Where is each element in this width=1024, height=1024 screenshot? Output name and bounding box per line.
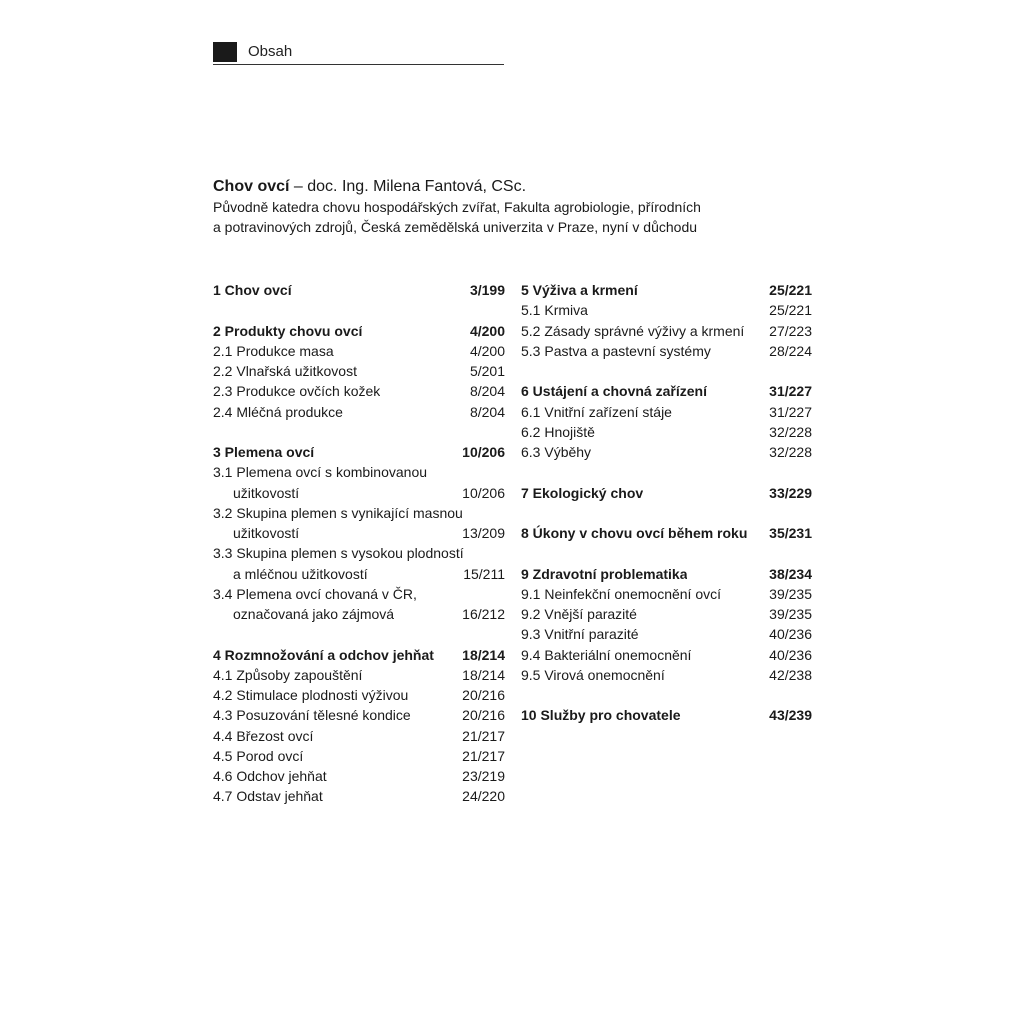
toc-entry-title: 6.2 Hnojiště <box>521 423 595 440</box>
toc-entry-title: 6.3 Výběhy <box>521 444 592 460</box>
toc-section-entry <box>213 564 505 584</box>
toc-entry-page: 24/220 <box>462 788 505 805</box>
toc-entry-title: 9.5 Virová onemocnění <box>521 666 665 683</box>
toc-entry-title: 4.5 Porod ovcí <box>213 747 304 764</box>
toc-entry-title: 9.3 Vnitřní parazité <box>521 626 639 643</box>
toc-chapter-entry <box>213 280 505 300</box>
toc-chapter-entry <box>521 483 812 503</box>
toc-entry-page: 15/211 <box>463 565 505 582</box>
toc-entry-page: 40/236 <box>769 626 812 643</box>
toc-section-entry <box>213 462 505 482</box>
toc-section-entry <box>213 665 505 685</box>
toc-entry-title: označovaná jako zájmová <box>233 606 395 622</box>
toc-entry-title: 9.4 Bakteriální onemocnění <box>521 646 692 663</box>
toc-right-column <box>521 280 812 726</box>
toc-entry-page: 40/236 <box>769 646 812 663</box>
toc-entry-page: 16/212 <box>462 606 505 622</box>
toc-entry-title: 2.4 Mléčná produkce <box>213 403 343 420</box>
toc-entry-title: 5.1 Krmiva <box>521 302 588 319</box>
toc-entry-page: 42/238 <box>769 666 812 683</box>
toc-entry-page: 32/228 <box>769 444 812 460</box>
toc-section-entry <box>213 402 505 422</box>
toc-entry-page: 20/216 <box>462 687 505 703</box>
toc-section-entry <box>213 503 505 523</box>
toc-section-entry <box>213 705 505 725</box>
toc-chapter-entry <box>521 523 812 543</box>
toc-section-entry <box>213 726 505 746</box>
toc-chapter-entry <box>213 645 505 665</box>
toc-entry-title: 10 Služby pro chovatele <box>521 707 681 724</box>
toc-section-entry <box>521 665 812 685</box>
toc-entry-title: 9.2 Vnější parazité <box>521 606 637 622</box>
toc-entry-page: 10/206 <box>462 484 505 501</box>
toc-section-entry <box>213 746 505 766</box>
toc-entry-page: 25/221 <box>769 282 812 298</box>
toc-entry-page: 31/227 <box>769 403 812 420</box>
toc-section-entry <box>521 584 812 604</box>
chapter-title-bold: Chov ovcí <box>213 178 290 195</box>
toc-entry-page: 43/239 <box>769 707 812 724</box>
toc-entry-page: 27/223 <box>769 322 812 339</box>
toc-entry-title: 1 Chov ovcí <box>213 282 292 298</box>
toc-left-column <box>213 280 505 807</box>
toc-entry-title: 6.1 Vnitřní zařízení stáje <box>521 403 672 420</box>
toc-entry-title: 7 Ekologický chov <box>521 484 644 501</box>
toc-section-entry <box>213 361 505 381</box>
toc-entry-page: 18/214 <box>462 646 505 663</box>
toc-entry-title: 2 Produkty chovu ovcí <box>213 322 363 339</box>
toc-entry-title: 3 Plemena ovcí <box>213 444 315 460</box>
toc-section-entry <box>521 422 812 442</box>
toc-entry-title: 4.6 Odchov jehňat <box>213 768 327 784</box>
toc-entry-page: 28/224 <box>769 342 812 359</box>
toc-entry-title: 2.1 Produkce masa <box>213 342 334 359</box>
toc-entry-page: 32/228 <box>769 423 812 440</box>
toc-entry-title: 4.3 Posuzování tělesné kondice <box>213 707 411 724</box>
toc-entry-title: 4.4 Březost ovcí <box>213 727 314 744</box>
toc-section-entry <box>213 543 505 563</box>
toc-entry-page: 33/229 <box>769 484 812 501</box>
toc-chapter-entry <box>521 705 812 725</box>
toc-entry-page: 5/201 <box>469 363 505 379</box>
toc-section-entry <box>213 381 505 401</box>
toc-section-entry <box>213 604 505 624</box>
toc-section-entry <box>521 341 812 361</box>
toc-section-entry <box>213 523 505 543</box>
toc-entry-page: 25/221 <box>769 302 812 319</box>
toc-entry-title: 3.4 Plemena ovcí chovaná v ČR, <box>213 585 417 602</box>
toc-chapter-entry <box>213 442 505 462</box>
author-affiliation-line-2: a potravinových zdrojů, Česká zemědělská univerzita v Praze, nyní v důchodu <box>213 219 698 235</box>
toc-entry-page: 4/200 <box>469 342 505 359</box>
toc-entry-page: 8/204 <box>469 403 505 420</box>
chapter-title-author: – doc. Ing. Milena Fantová, CSc. <box>289 178 527 195</box>
toc-entry-title: 2.2 Vlnařská užitkovost <box>213 363 357 379</box>
toc-entry-title: 9.1 Neinfekční onemocnění ovcí <box>521 585 722 602</box>
toc-entry-title: 4 Rozmnožování a odchov jehňat <box>213 646 434 663</box>
toc-chapter-entry <box>521 280 812 300</box>
toc-section-entry <box>521 604 812 624</box>
author-affiliation-line-1: Původně katedra chovu hospodářských zvířat, Fakulta agrobiologie, přírodních <box>213 199 701 215</box>
toc-entry-title: užitkovostí <box>233 525 300 541</box>
toc-entry-page: 3/199 <box>469 282 505 298</box>
toc-entry-title: 6 Ustájení a chovná zařízení <box>521 383 707 400</box>
toc-entry-page: 20/216 <box>462 707 505 724</box>
toc-section-entry <box>213 786 505 806</box>
toc-entry-page: 18/214 <box>462 666 505 683</box>
toc-section-entry <box>213 685 505 705</box>
toc-section-entry <box>213 584 505 604</box>
toc-chapter-entry <box>213 321 505 341</box>
toc-section-entry <box>213 341 505 361</box>
toc-entry-title: a mléčnou užitkovostí <box>233 565 368 582</box>
toc-section-entry <box>521 300 812 320</box>
toc-entry-page: 39/235 <box>769 585 812 602</box>
toc-entry-page: 4/200 <box>469 322 505 339</box>
toc-chapter-entry <box>521 381 812 401</box>
toc-entry-page: 10/206 <box>462 444 505 460</box>
toc-entry-title: 5 Výživa a krmení <box>521 282 638 298</box>
chapter-intro <box>213 177 813 237</box>
toc-chapter-entry <box>521 564 812 584</box>
toc-entry-title: 9 Zdravotní problematika <box>521 565 688 582</box>
toc-entry-title: 4.2 Stimulace plodnosti výživou <box>213 687 409 703</box>
toc-section-entry <box>521 321 812 341</box>
chapter-title <box>213 177 813 197</box>
toc-entry-title: 3.2 Skupina plemen s vynikající masnou <box>213 504 463 521</box>
toc-section-entry <box>521 645 812 665</box>
toc-entry-page: 13/209 <box>462 525 505 541</box>
toc-entry-title: 2.3 Produkce ovčích kožek <box>213 383 381 400</box>
toc-entry-title: 5.3 Pastva a pastevní systémy <box>521 342 711 359</box>
toc-entry-page: 35/231 <box>769 525 812 541</box>
toc-entry-title: 5.2 Zásady správné výživy a krmení <box>521 322 745 339</box>
toc-entry-title: 3.3 Skupina plemen s vysokou plodností <box>213 545 464 562</box>
toc-entry-page: 23/219 <box>462 768 505 784</box>
toc-section-entry <box>213 483 505 503</box>
page-header <box>213 42 504 65</box>
toc-entry-title: 4.1 Způsoby zapouštění <box>213 666 363 683</box>
toc-section-entry <box>521 624 812 644</box>
toc-entry-title: 8 Úkony v chovu ovcí během roku <box>521 525 748 541</box>
toc-entry-title: užitkovostí <box>233 484 300 501</box>
toc-entry-page: 8/204 <box>469 383 505 400</box>
toc-entry-page: 38/234 <box>769 565 812 582</box>
toc-section-entry <box>521 402 812 422</box>
toc-entry-title: 4.7 Odstav jehňat <box>213 788 323 805</box>
toc-entry-page: 21/217 <box>462 747 505 764</box>
toc-section-entry <box>213 766 505 786</box>
toc-section-entry <box>521 442 812 462</box>
header-title: Obsah <box>248 43 293 60</box>
toc-entry-page: 31/227 <box>769 383 812 400</box>
toc-entry-page: 21/217 <box>462 727 505 744</box>
toc-entry-page: 39/235 <box>769 606 812 622</box>
header-marker-block <box>213 42 237 62</box>
toc-entry-title: 3.1 Plemena ovcí s kombinovanou <box>213 464 428 481</box>
